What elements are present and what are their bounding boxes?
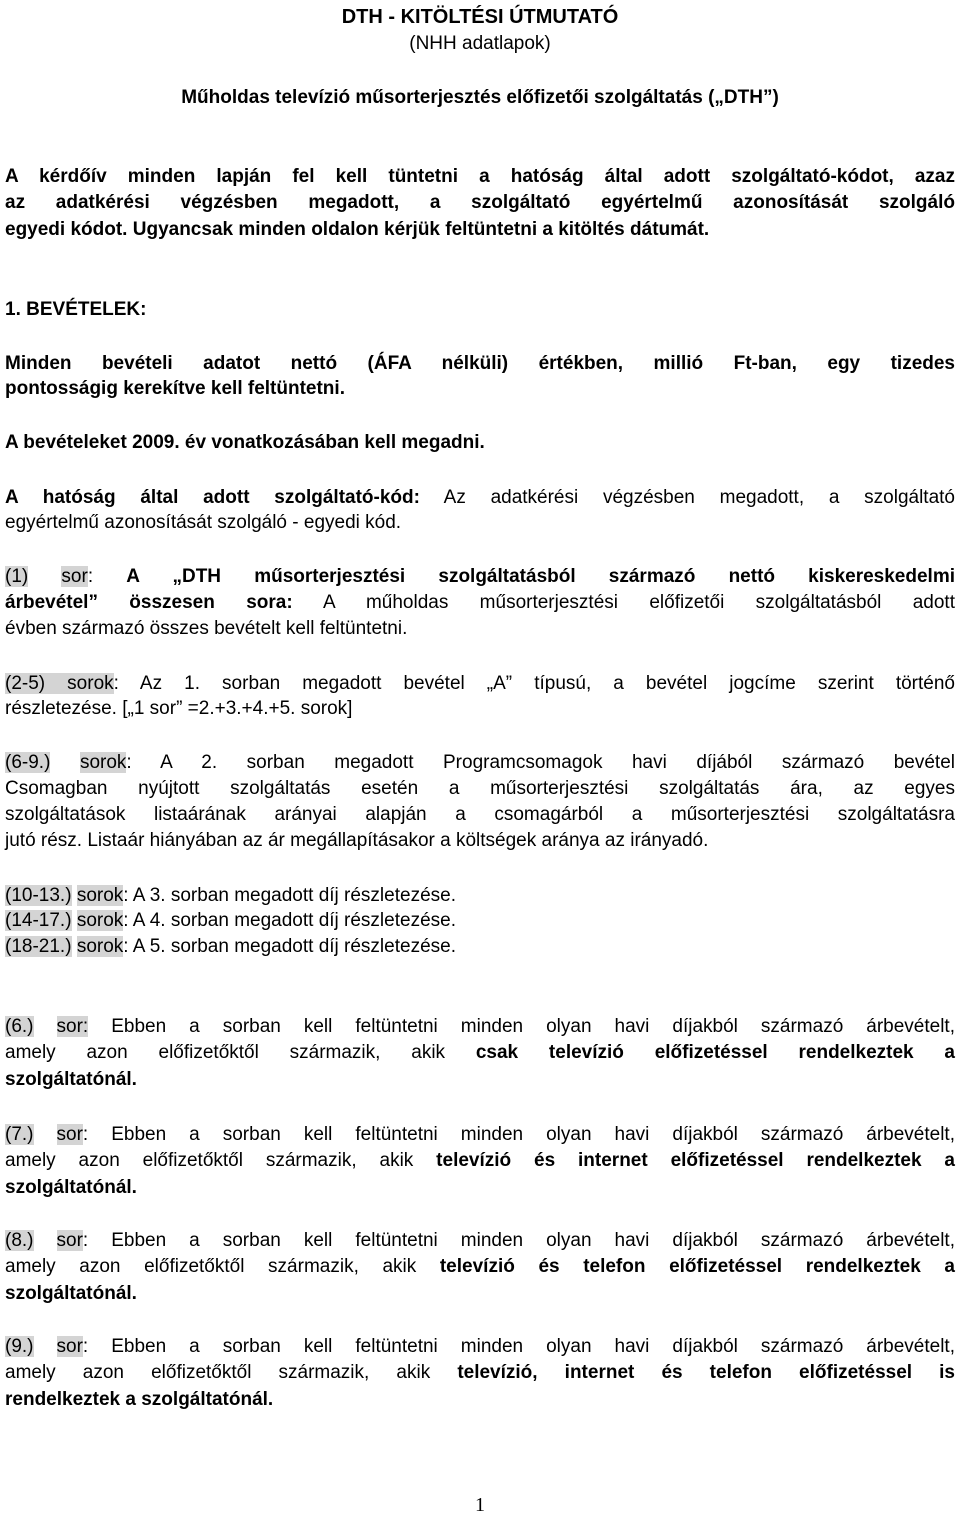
row1-bold-text-2: árbevétel” összesen sora: (5, 592, 293, 613)
row6-9-text: : A 2. sorban megadott Programcsomagok havi díjából származó bevétel (126, 752, 955, 773)
row-text: : Ebben a sorban kell feltüntetni minden olyan havi díjakból származó árbevételt, (82, 1336, 955, 1357)
row1-line-1 (5, 565, 955, 589)
detail-row (5, 935, 456, 959)
intro-line-2: az adatkérési végzésben megadott, a szolgáltató egyértelmű azonosítását szolgáló (5, 192, 955, 213)
detail-row-sorok: sorok (76, 885, 124, 906)
page-number: 1 (475, 1494, 485, 1516)
row-text: : Ebben a sorban kell feltüntetni minden olyan havi díjakból származó árbevételt, (82, 1230, 955, 1251)
intro-line-3: egyedi kódot. Ugyancsak minden oldalon kérjük feltüntetni a kitöltés dátumát. (5, 219, 710, 240)
row8-line-1 (5, 1229, 955, 1253)
detail-row-sorok: sorok (76, 936, 124, 957)
row9-line-2 (5, 1361, 955, 1385)
row-text: amely azon előfizetőktől származik, akik (5, 1256, 440, 1277)
section-heading: 1. BEVÉTELEK: (5, 299, 147, 320)
row-bold-text: csak televízió előfizetéssel rendelkeztek a (475, 1042, 955, 1063)
service-title: Műholdas televízió műsorterjesztés előfizetői szolgáltatás („DTH”) (181, 87, 779, 108)
detail-row (5, 909, 456, 933)
row6-9-line-4: jutó rész. Listaár hiányában az ár megállapításakor a költségek aránya az irányadó. (5, 830, 709, 851)
row-text: amely azon előfizetőktől származik, akik (5, 1042, 476, 1063)
row6-line-1 (5, 1015, 955, 1039)
row6-9-sorok: sorok (79, 752, 127, 773)
row6-9-label: (6-9.) (5, 752, 51, 773)
row1-colon: : (87, 566, 127, 587)
detail-row-label: (14-17.) (5, 910, 72, 931)
row1-text-2: A műholdas műsorterjesztési előfizetői szolgáltatásból adott (292, 592, 955, 613)
row-text: : Ebben a sorban kell feltüntetni minden olyan havi díjakból származó árbevételt, (82, 1124, 955, 1145)
page-subtitle: (NHH adatlapok) (409, 33, 551, 54)
row6-line-2 (5, 1041, 955, 1065)
code-paragraph-line-2: egyértelmű azonosítását szolgáló - egyedi kód. (5, 512, 402, 533)
row2-5-label: (2-5) sorok (5, 673, 114, 694)
detail-row-text: : A 3. sorban megadott díj részletezése. (123, 885, 456, 906)
detail-row-label: (10-13.) (5, 885, 72, 906)
intro-line-1: A kérdőív minden lapján fel kell tüntetni a hatóság által adott szolgáltató-kódot, azaz (5, 166, 955, 187)
detail-row-text: : A 4. sorban megadott díj részletezése. (123, 910, 456, 931)
row2-5-line-2: részletezése. [„1 sor” =2.+3.+4.+5. sorok] (5, 698, 353, 719)
row7-line-2 (5, 1149, 955, 1173)
row6-9-line-1 (5, 751, 955, 775)
row-sor: sor (56, 1230, 83, 1251)
row-bold-text: televízió és internet előfizetéssel rendelkeztek a (436, 1150, 955, 1171)
row-number: (7.) (5, 1124, 34, 1145)
row8-line-3: szolgáltatónál. (5, 1283, 137, 1304)
row-bold-text: televízió és telefon előfizetéssel rendelkeztek a (439, 1256, 955, 1277)
code-paragraph-line-1 (5, 486, 955, 510)
row9-line-3: rendelkeztek a szolgáltatónál. (5, 1389, 274, 1410)
row-sor: sor: (56, 1016, 89, 1037)
detail-row-text: : A 5. sorban megadott díj részletezése. (123, 936, 456, 957)
row8-line-2 (5, 1255, 955, 1279)
section-para-2: A bevételeket 2009. év vonatkozásában kell megadni. (5, 432, 485, 453)
row1-number: (1) (5, 566, 29, 587)
row-number: (6.) (5, 1016, 34, 1037)
row9-line-1 (5, 1335, 955, 1359)
section-para-1-line-1: Minden bevételi adatot nettó (ÁFA nélküli) értékben, millió Ft-ban, egy tizedes (5, 353, 955, 374)
row6-9-line-3: szolgáltatások listaárának arányai alapján a csomagárból a műsorterjesztési szolgáltatásra (5, 804, 955, 825)
row-number: (9.) (5, 1336, 34, 1357)
row-sor: sor (56, 1124, 83, 1145)
row1-bold-text: A „DTH műsorterjesztési szolgáltatásból származó nettó kiskereskedelmi (126, 566, 956, 587)
code-text: Az adatkérési végzésben megadott, a szolgáltató (419, 487, 955, 508)
row2-5-text: : Az 1. sorban megadott bevétel „A” típusú, a bevétel jogcíme szerint történő (113, 673, 955, 694)
section-para-1-line-2: pontosságig kerekítve kell feltüntetni. (5, 378, 345, 399)
row7-line-1 (5, 1123, 955, 1147)
code-label: A hatóság által adott szolgáltató-kód: (5, 487, 420, 508)
detail-row-sorok: sorok (76, 910, 124, 931)
detail-row-label: (18-21.) (5, 936, 72, 957)
row-bold-text: televízió, internet és telefon előfizetéssel is (457, 1362, 956, 1383)
row-text: Ebben a sorban kell feltüntetni minden olyan havi díjakból származó árbevételt, (88, 1016, 955, 1037)
row1-sor: sor (61, 566, 88, 587)
row-sor: sor (56, 1336, 83, 1357)
row7-line-3: szolgáltatónál. (5, 1177, 137, 1198)
row1-line-3: évben származó összes bevételt kell feltüntetni. (5, 618, 408, 639)
row-number: (8.) (5, 1230, 34, 1251)
detail-row (5, 884, 456, 908)
row6-line-3: szolgáltatónál. (5, 1069, 137, 1090)
row1-line-2 (5, 591, 955, 615)
row-text: amely azon előfizetőktől származik, akik (5, 1150, 437, 1171)
page-title: DTH - KITÖLTÉSI ÚTMUTATÓ (341, 6, 619, 28)
row6-9-line-2: Csomagban nyújtott szolgáltatás esetén a műsorterjesztési szolgáltatás ára, az egyes (5, 778, 955, 799)
row-text: amely azon előfizetőktől származik, akik (5, 1362, 458, 1383)
row2-5-line-1 (5, 672, 955, 696)
